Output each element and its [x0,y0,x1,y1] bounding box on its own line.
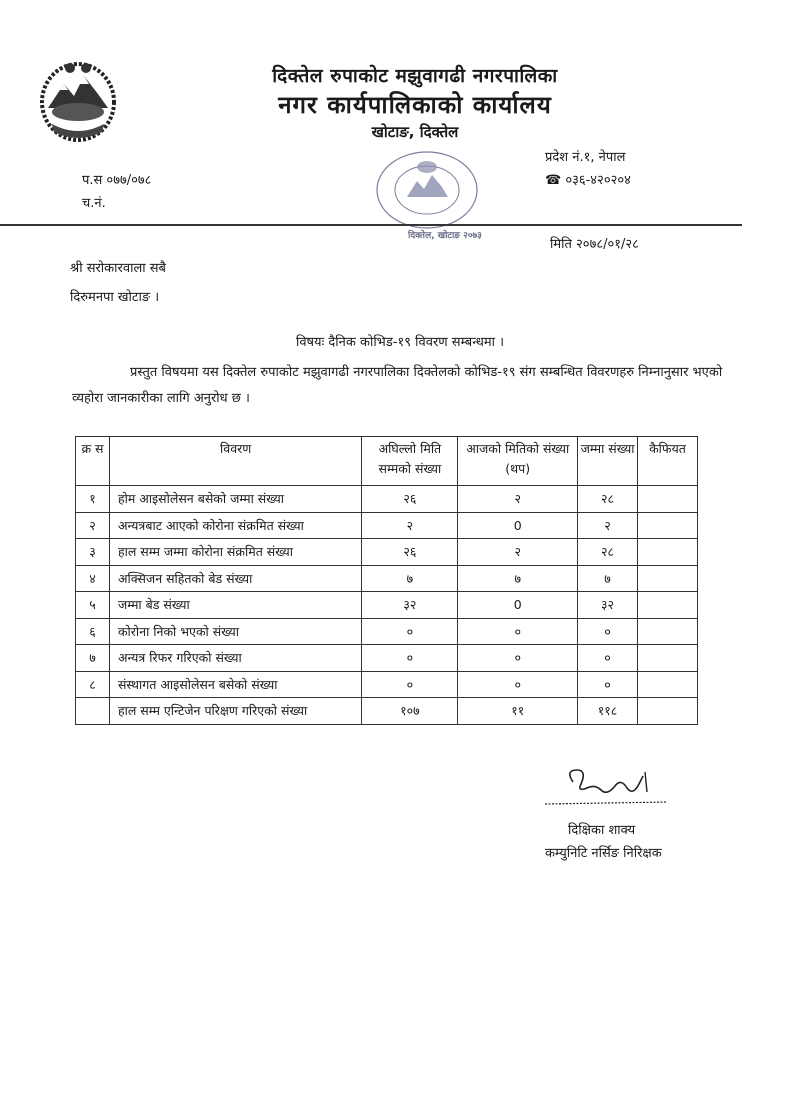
cell-total: ७ [578,565,638,592]
cell-previous: २६ [362,539,458,566]
cell-today: ७ [458,565,578,592]
table-row [76,645,698,672]
cell-total: ० [578,618,638,645]
table-row [76,486,698,513]
recipient-line-2: दिरुमनपा खोटाङ । [70,290,160,305]
cell-remarks [638,618,698,645]
municipality-name: दिक्तेल रुपाकोट मझुवागढी नगरपालिका [272,65,558,87]
cell-previous: २६ [362,486,458,513]
cell-total: २८ [578,486,638,513]
cell-sn: ७ [76,645,110,672]
cell-sn: ३ [76,539,110,566]
cell-total: २८ [578,539,638,566]
cell-previous: ३२ [362,592,458,619]
signatory-name: दिक्षिका शाक्य [568,823,636,838]
letter-subject: विषयः दैनिक कोभिड-१९ विवरण सम्बन्धमा । [295,335,505,350]
table-row [76,698,698,725]
cell-today: ११ [458,698,578,725]
cell-sn: ५ [76,592,110,619]
cell-sn [76,698,110,725]
office-location: खोटाङ, दिक्तेल [371,123,459,141]
cell-total: २ [578,512,638,539]
cell-description: अन्यत्र रिफर गरिएको संख्या [109,645,362,672]
cell-total: ० [578,671,638,698]
cell-remarks [638,565,698,592]
cell-today: २ [458,486,578,513]
office-name: नगर कार्यपालिकाको कार्यालय [278,91,552,119]
cell-remarks [638,592,698,619]
stamp-date: दिक्तेल, खोटाङ २०७३ [408,231,482,241]
letter-date: मिति २०७८/०१/२८ [550,237,639,252]
cell-previous: ७ [362,565,458,592]
province-label: प्रदेश नं.१, नेपाल [545,150,626,165]
cell-today: 0 [458,512,578,539]
table-row [76,512,698,539]
cell-sn: ६ [76,618,110,645]
cell-description: जम्मा बेड संख्या [109,592,362,619]
cell-remarks [638,645,698,672]
cell-remarks [638,539,698,566]
recipient-line-1: श्री सरोकारवाला सबै [70,261,166,276]
cell-description: अन्यत्रबाट आएको कोरोना संक्रमित संख्या [109,512,362,539]
cell-sn: २ [76,512,110,539]
col-header-total: जम्मा संख्या [578,437,638,486]
cell-previous: ० [362,671,458,698]
covid-data-table [75,436,698,725]
cell-today: ० [458,671,578,698]
col-header-remarks: कैफियत [638,437,698,486]
cell-total: ० [578,645,638,672]
cell-remarks [638,698,698,725]
cell-description: होम आइसोलेसन बसेको जम्मा संख्या [109,486,362,513]
cell-total: ३२ [578,592,638,619]
cell-description: कोरोना निको भएको संख्या [109,618,362,645]
cell-sn: ८ [76,671,110,698]
letter-body: प्रस्तुत विषयमा यस दिक्तेल रुपाकोट मझुवागढी नगरपालिका दिक्तेलको कोभिड-१९ संग सम्बन्धित विवरणहरु निम्नानुसार भएको व्यहोरा जानकारीका लागि अनुरोध छ । [72,365,723,406]
col-header-description: विवरण [109,437,362,486]
table-row [76,565,698,592]
cell-remarks [638,512,698,539]
table-header-row [76,437,698,486]
cell-description: हाल सम्म एन्टिजेन परिक्षण गरिएको संख्या [109,698,362,725]
header-divider [0,224,742,226]
cell-description: अक्सिजन सहितको बेड संख्या [109,565,362,592]
col-header-previous: अघिल्लो मिति सम्मको संख्या [362,437,458,486]
cell-remarks [638,486,698,513]
cell-sn: ४ [76,565,110,592]
phone-number: ☎ ०३६-४२०२०४ [545,173,631,188]
col-header-today: आजको मितिको संख्या (थप) [458,437,578,486]
table-row [76,618,698,645]
cell-today: २ [458,539,578,566]
table-row [76,539,698,566]
cell-today: ० [458,645,578,672]
cell-today: 0 [458,592,578,619]
reference-ps: प.स ०७७/०७८ [82,173,152,188]
table-row [76,592,698,619]
cell-previous: ० [362,618,458,645]
cell-previous: २ [362,512,458,539]
signatory-title: कम्युनिटि नर्सिङ निरिक्षक [545,846,662,861]
reference-cn: च.नं. [82,196,106,211]
cell-description: हाल सम्म जम्मा कोरोना संक्रमित संख्या [109,539,362,566]
cell-sn: १ [76,486,110,513]
signature-icon [543,762,669,810]
cell-total: ११८ [578,698,638,725]
cell-today: ० [458,618,578,645]
cell-remarks [638,671,698,698]
cell-previous: ० [362,645,458,672]
table-row [76,671,698,698]
cell-description: संस्थागत आइसोलेसन बसेको संख्या [109,671,362,698]
col-header-sn: क्र स [76,437,110,486]
cell-previous: १०७ [362,698,458,725]
